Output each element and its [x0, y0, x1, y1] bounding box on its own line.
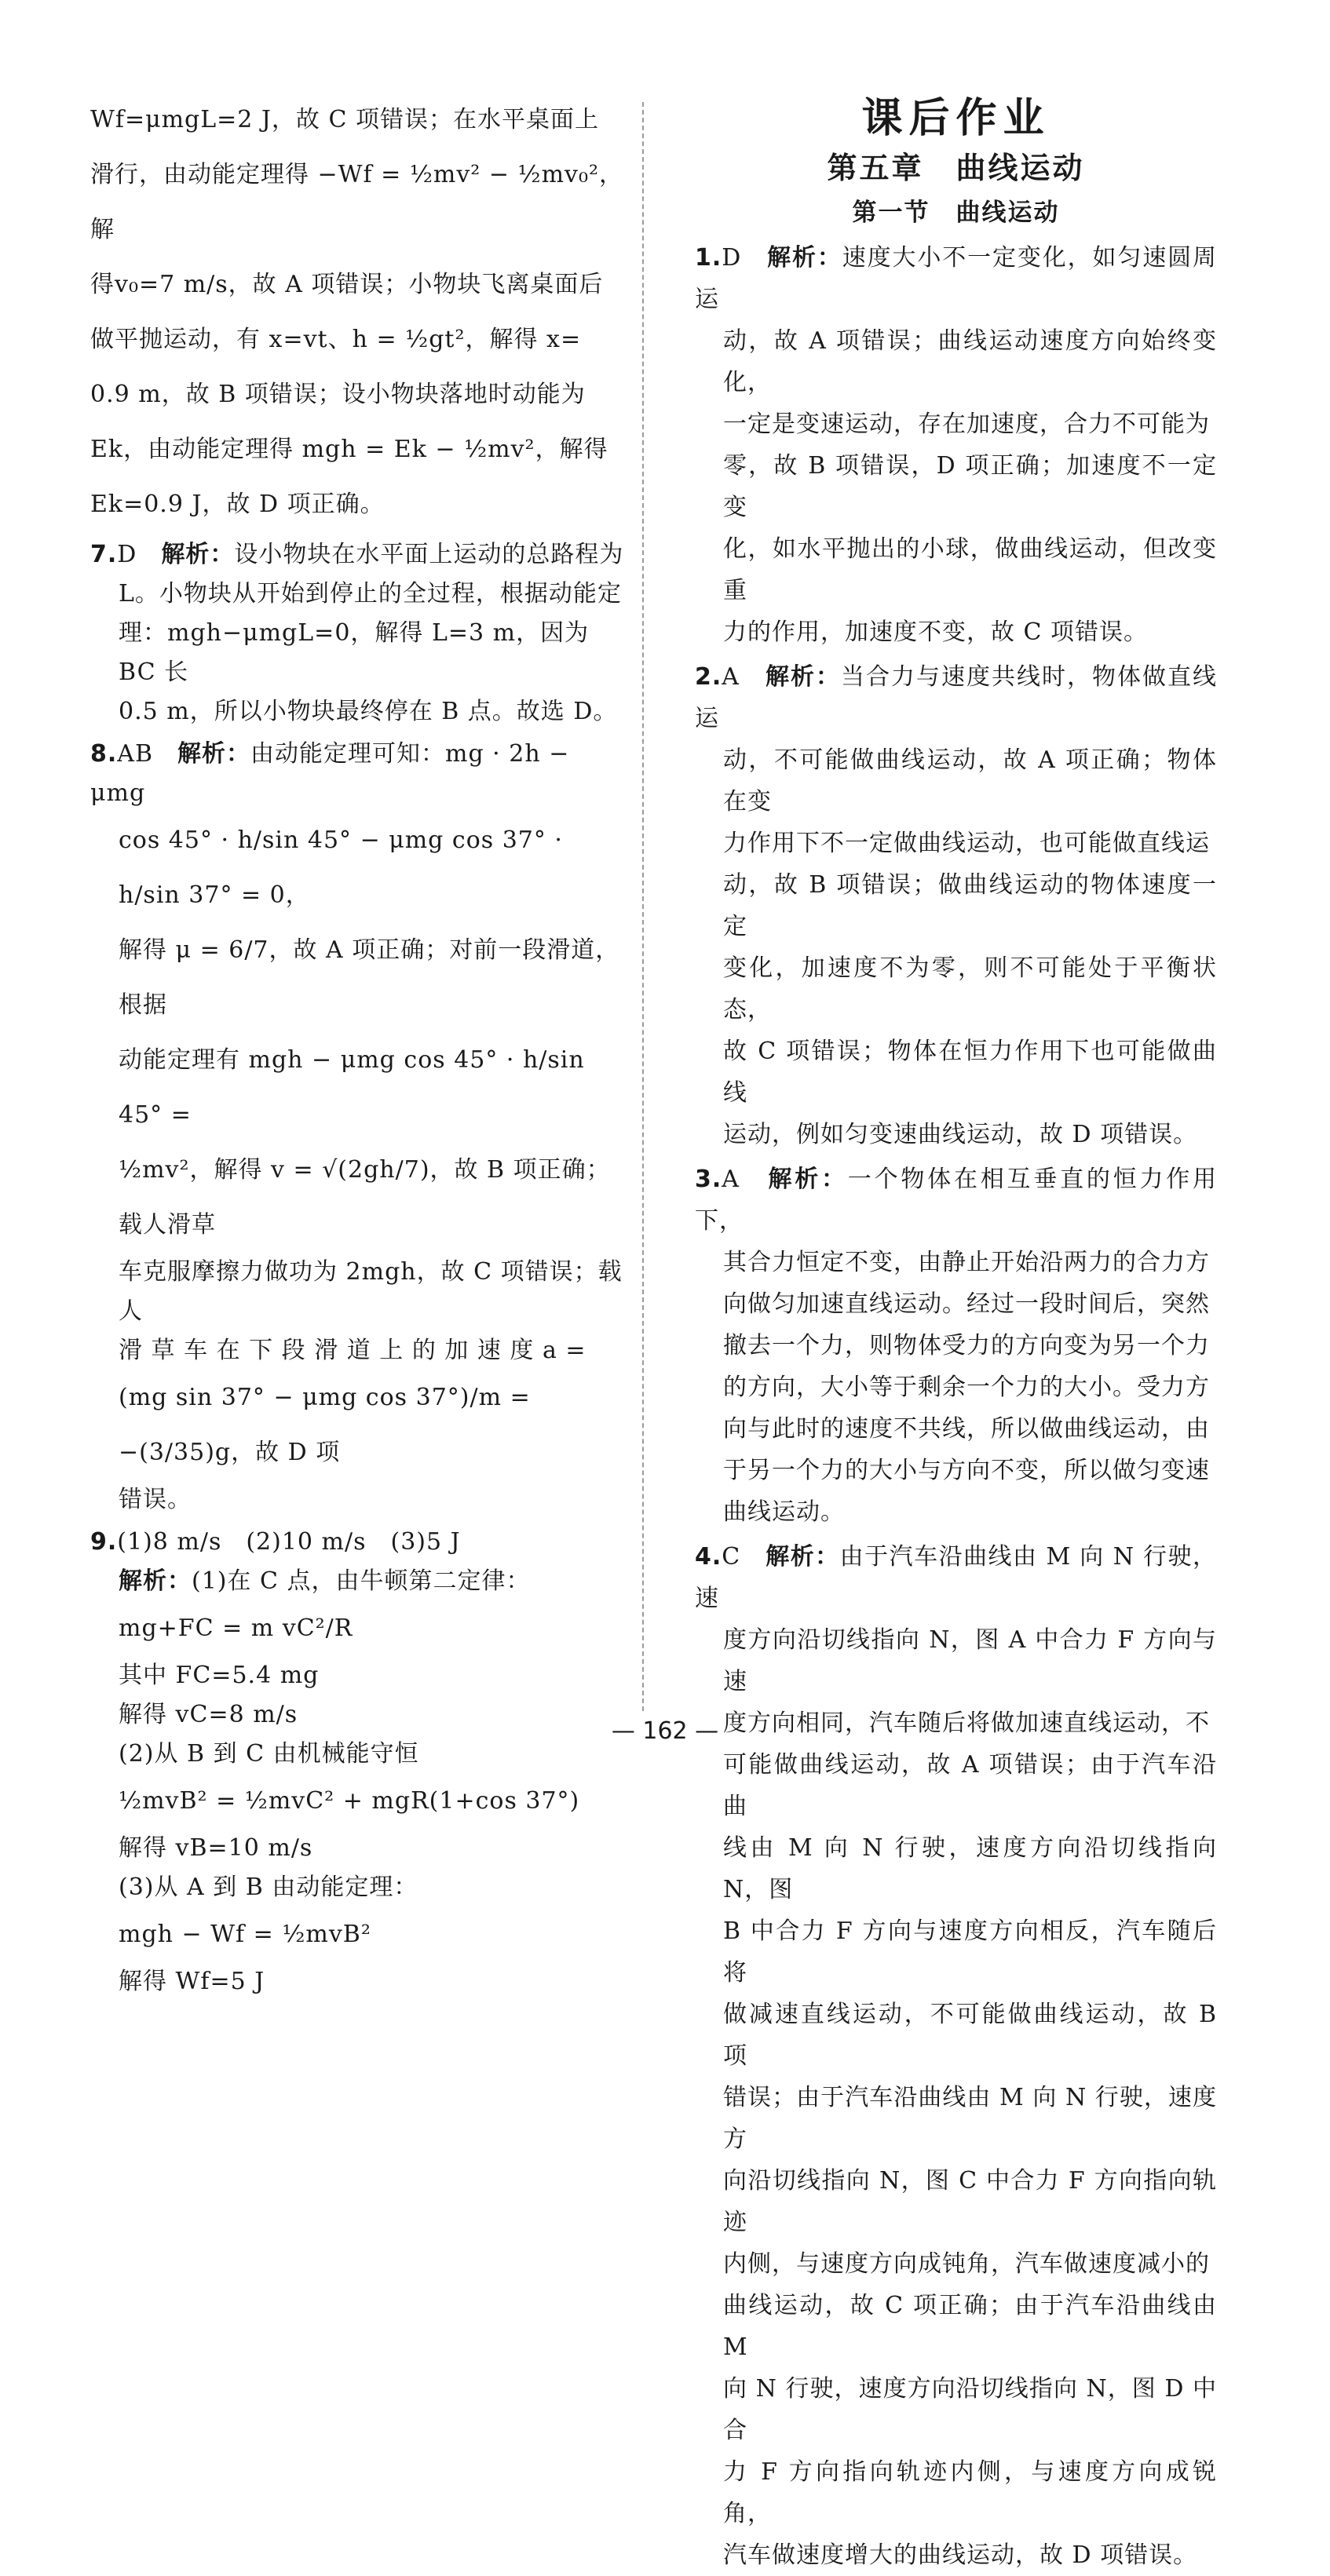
question-2-solution	[695, 656, 1217, 1155]
text-line: 滑行，由动能定理得 −Wf = ½mv² − ½mv₀²，解	[90, 161, 624, 243]
text-line: 内侧，与速度方向成钝角，汽车做速度减小的	[723, 2250, 1210, 2278]
question-4-solution	[695, 1536, 1217, 2576]
text-line: 动，不可能做曲线运动，故 A 项正确；物体在变	[723, 746, 1217, 815]
text-line: 其合力恒定不变，由静止开始沿两力的合力方	[723, 1249, 1210, 1276]
text-line: 滑 草 车 在 下 段 滑 道 上 的 加 速 度 a =	[119, 1337, 586, 1364]
analysis-label: 解析：	[765, 663, 841, 691]
text-line: 做平抛运动，有 x=vt、h = ½gt²，解得 x=	[90, 326, 582, 353]
text-line: ½mv²，解得 v = √(2gh/7)，故 B 项正确；载人滑草	[119, 1156, 611, 1239]
text-line: 运动，例如匀变速曲线运动，故 D 项错误。	[723, 1121, 1198, 1148]
text-line: 动，故 B 项错误；做曲线运动的物体速度一定	[723, 871, 1217, 940]
analysis-label: 解析：	[767, 244, 842, 272]
text-line: 零，故 B 项错误，D 项正确；加速度不一定变	[723, 452, 1217, 521]
text-line: 变化，加速度不为零，则不可能处于平衡状态，	[723, 954, 1217, 1023]
text-line: 向沿切线指向 N，图 C 中合力 F 方向指向轨迹	[723, 2167, 1217, 2236]
question-8-solution	[90, 735, 624, 1520]
answer: D	[722, 244, 742, 272]
text-line: (2)从 B 到 C 由机械能守恒	[119, 1740, 419, 1768]
equation-line: ½mvB² = ½mvC² + mgR(1+cos 37°)	[119, 1787, 580, 1815]
column-divider	[642, 102, 644, 1711]
text-line: 曲线运动。	[723, 1498, 845, 1526]
continued-solution	[90, 93, 624, 532]
text-line: 力作用下不一定做曲线运动，也可能做直线运	[723, 830, 1210, 857]
text-line: 向 N 行驶，速度方向沿切线指向 N，图 D 中合	[723, 2375, 1217, 2444]
text-line: 撤去一个力，则物体受力的方向变为另一个力	[723, 1332, 1210, 1359]
left-column	[90, 93, 624, 2001]
text-line: 由于汽车沿曲线由 M 向 N 行驶，速	[695, 1543, 1218, 1612]
text-line: Wf=μmgL=2 J，故 C 项错误；在水平桌面上	[90, 106, 599, 133]
text-line: 向做匀加速直线运动。经过一段时间后，突然	[723, 1290, 1210, 1318]
text-line: 做减速直线运动，不可能做曲线运动，故 B 项	[723, 2001, 1217, 2070]
text-line: 由动能定理可知：mg · 2h − μmg	[90, 740, 570, 807]
text-line: 力 F 方向指向轨迹内侧，与速度方向成锐角，	[723, 2458, 1217, 2527]
text-line: 0.5 m，所以小物块最终停在 B 点。故选 D。	[119, 698, 618, 725]
analysis-label: 解析：	[119, 1567, 192, 1595]
question-number: 4.	[695, 1543, 722, 1571]
answer: AB	[117, 740, 153, 768]
question-number: 8.	[90, 740, 118, 768]
text-line: 故 C 项错误；物体在恒力作用下也可能做曲线	[723, 1038, 1217, 1107]
equation-line: mg+FC = m vC²/R	[119, 1615, 353, 1642]
section-title: 第一节 曲线运动	[852, 199, 1060, 227]
text-line: 得v₀=7 m/s，故 A 项错误；小物块飞离桌面后	[90, 271, 604, 298]
answer: D	[117, 541, 137, 568]
text-line: 错误；由于汽车沿曲线由 M 向 N 行驶，速度方	[723, 2084, 1217, 2153]
text-line: 度方向沿切线指向 N，图 A 中合力 F 方向与速	[723, 1626, 1217, 1695]
text-line: 向与此时的速度不共线，所以做曲线运动，由	[723, 1415, 1210, 1443]
text-line: 车克服摩擦力做功为 2mgh，故 C 项错误；载人	[119, 1258, 623, 1325]
analysis-label: 解析：	[765, 1543, 840, 1571]
text-line: (1)在 C 点，由牛顿第二定律：	[192, 1567, 531, 1595]
text-line: B 中合力 F 方向与速度方向相反，汽车随后将	[723, 1917, 1217, 1987]
text-line: 0.9 m，故 B 项错误；设小物块落地时动能为	[90, 381, 586, 408]
text-line: 力的作用，加速度不变，故 C 项错误。	[723, 618, 1149, 646]
text-line: 于另一个力的大小与方向不变，所以做匀变速	[723, 1457, 1210, 1484]
answer: A	[722, 663, 740, 691]
text-line: 度方向相同，汽车随后将做加速直线运动，不	[723, 1709, 1210, 1737]
text-line: L。小物块从开始到停止的全过程，根据动能定	[119, 580, 622, 608]
text-line: 曲线运动，故 C 项正确；由于汽车沿曲线由 M	[723, 2292, 1217, 2361]
page-number: — 162 —	[611, 1717, 719, 1745]
text-line: 解得 μ = 6/7，故 A 项正确；对前一段滑道，根据	[119, 936, 620, 1019]
analysis-label: 解析：	[768, 1166, 848, 1193]
text-line: 解得 Wf=5 J	[119, 1968, 265, 1995]
answer: A	[722, 1166, 740, 1193]
text-line: 速度大小不一定变化，如匀速圆周运	[695, 244, 1218, 313]
right-column	[695, 93, 1217, 2576]
text-line: 汽车做速度增大的曲线运动，故 D 项错误。	[723, 2541, 1198, 2569]
text-line: Ek，由动能定理得 mgh = Ek − ½mv²，解得	[90, 436, 608, 463]
text-line: Ek=0.9 J，故 D 项正确。	[90, 491, 385, 518]
text-line: 其中 FC=5.4 mg	[119, 1662, 320, 1689]
question-number: 1.	[695, 244, 722, 272]
question-3-solution	[695, 1158, 1217, 1533]
text-line: 解得 vC=8 m/s	[119, 1701, 298, 1728]
text-line: 解得 vB=10 m/s	[119, 1834, 313, 1862]
analysis-label: 解析：	[177, 740, 250, 768]
text-line: 理：mgh−μmgL=0，解得 L=3 m，因为 BC 长	[119, 619, 590, 686]
text-line: 可能做曲线运动，故 A 项错误；由于汽车沿曲	[723, 1751, 1217, 1820]
text-line: 的方向，大小等于剩余一个力的大小。受力方	[723, 1374, 1210, 1401]
text-line: 化，如水平抛出的小球，做曲线运动，但改变重	[723, 535, 1217, 604]
text-line: 动，故 A 项错误；曲线运动速度方向始终变化，	[723, 327, 1217, 396]
question-1-solution	[695, 237, 1217, 653]
text-line: 当合力与速度共线时，物体做直线运	[695, 663, 1218, 732]
answer: (1)8 m/s (2)10 m/s (3)5 J	[117, 1528, 461, 1556]
text-line: 一定是变速运动，存在加速度，合力不可能为	[723, 410, 1210, 438]
analysis-label: 解析：	[161, 541, 235, 568]
chapter-title: 第五章 曲线运动	[827, 151, 1085, 185]
question-number: 9.	[90, 1528, 118, 1556]
question-7-solution	[90, 535, 624, 732]
text-line: (mg sin 37° − μmg cos 37°)/m = −(3/35)g，故 D 项	[119, 1384, 531, 1466]
text-line: 线由 M 向 N 行驶，速度方向沿切线指向 N，图	[723, 1834, 1217, 1903]
text-line: 错误。	[119, 1486, 192, 1513]
page-title: 课后作业	[861, 95, 1050, 142]
text-line: cos 45° · h/sin 45° − μmg cos 37° · h/sin 37° = 0，	[119, 826, 563, 909]
text-line: 动能定理有 mgh − μmg cos 45° · h/sin 45° =	[119, 1046, 585, 1129]
question-number: 3.	[695, 1166, 722, 1193]
text-line: (3)从 A 到 B 由动能定理：	[119, 1874, 418, 1901]
equation-line: mgh − Wf = ½mvB²	[119, 1921, 371, 1948]
text-line: 设小物块在水平面上运动的总路程为	[234, 541, 624, 568]
answer: C	[722, 1543, 741, 1571]
question-9-solution	[90, 1523, 624, 2001]
text-line: 一个物体在相互垂直的恒力作用下，	[695, 1166, 1218, 1235]
question-number: 7.	[90, 541, 118, 568]
question-number: 2.	[695, 663, 722, 691]
